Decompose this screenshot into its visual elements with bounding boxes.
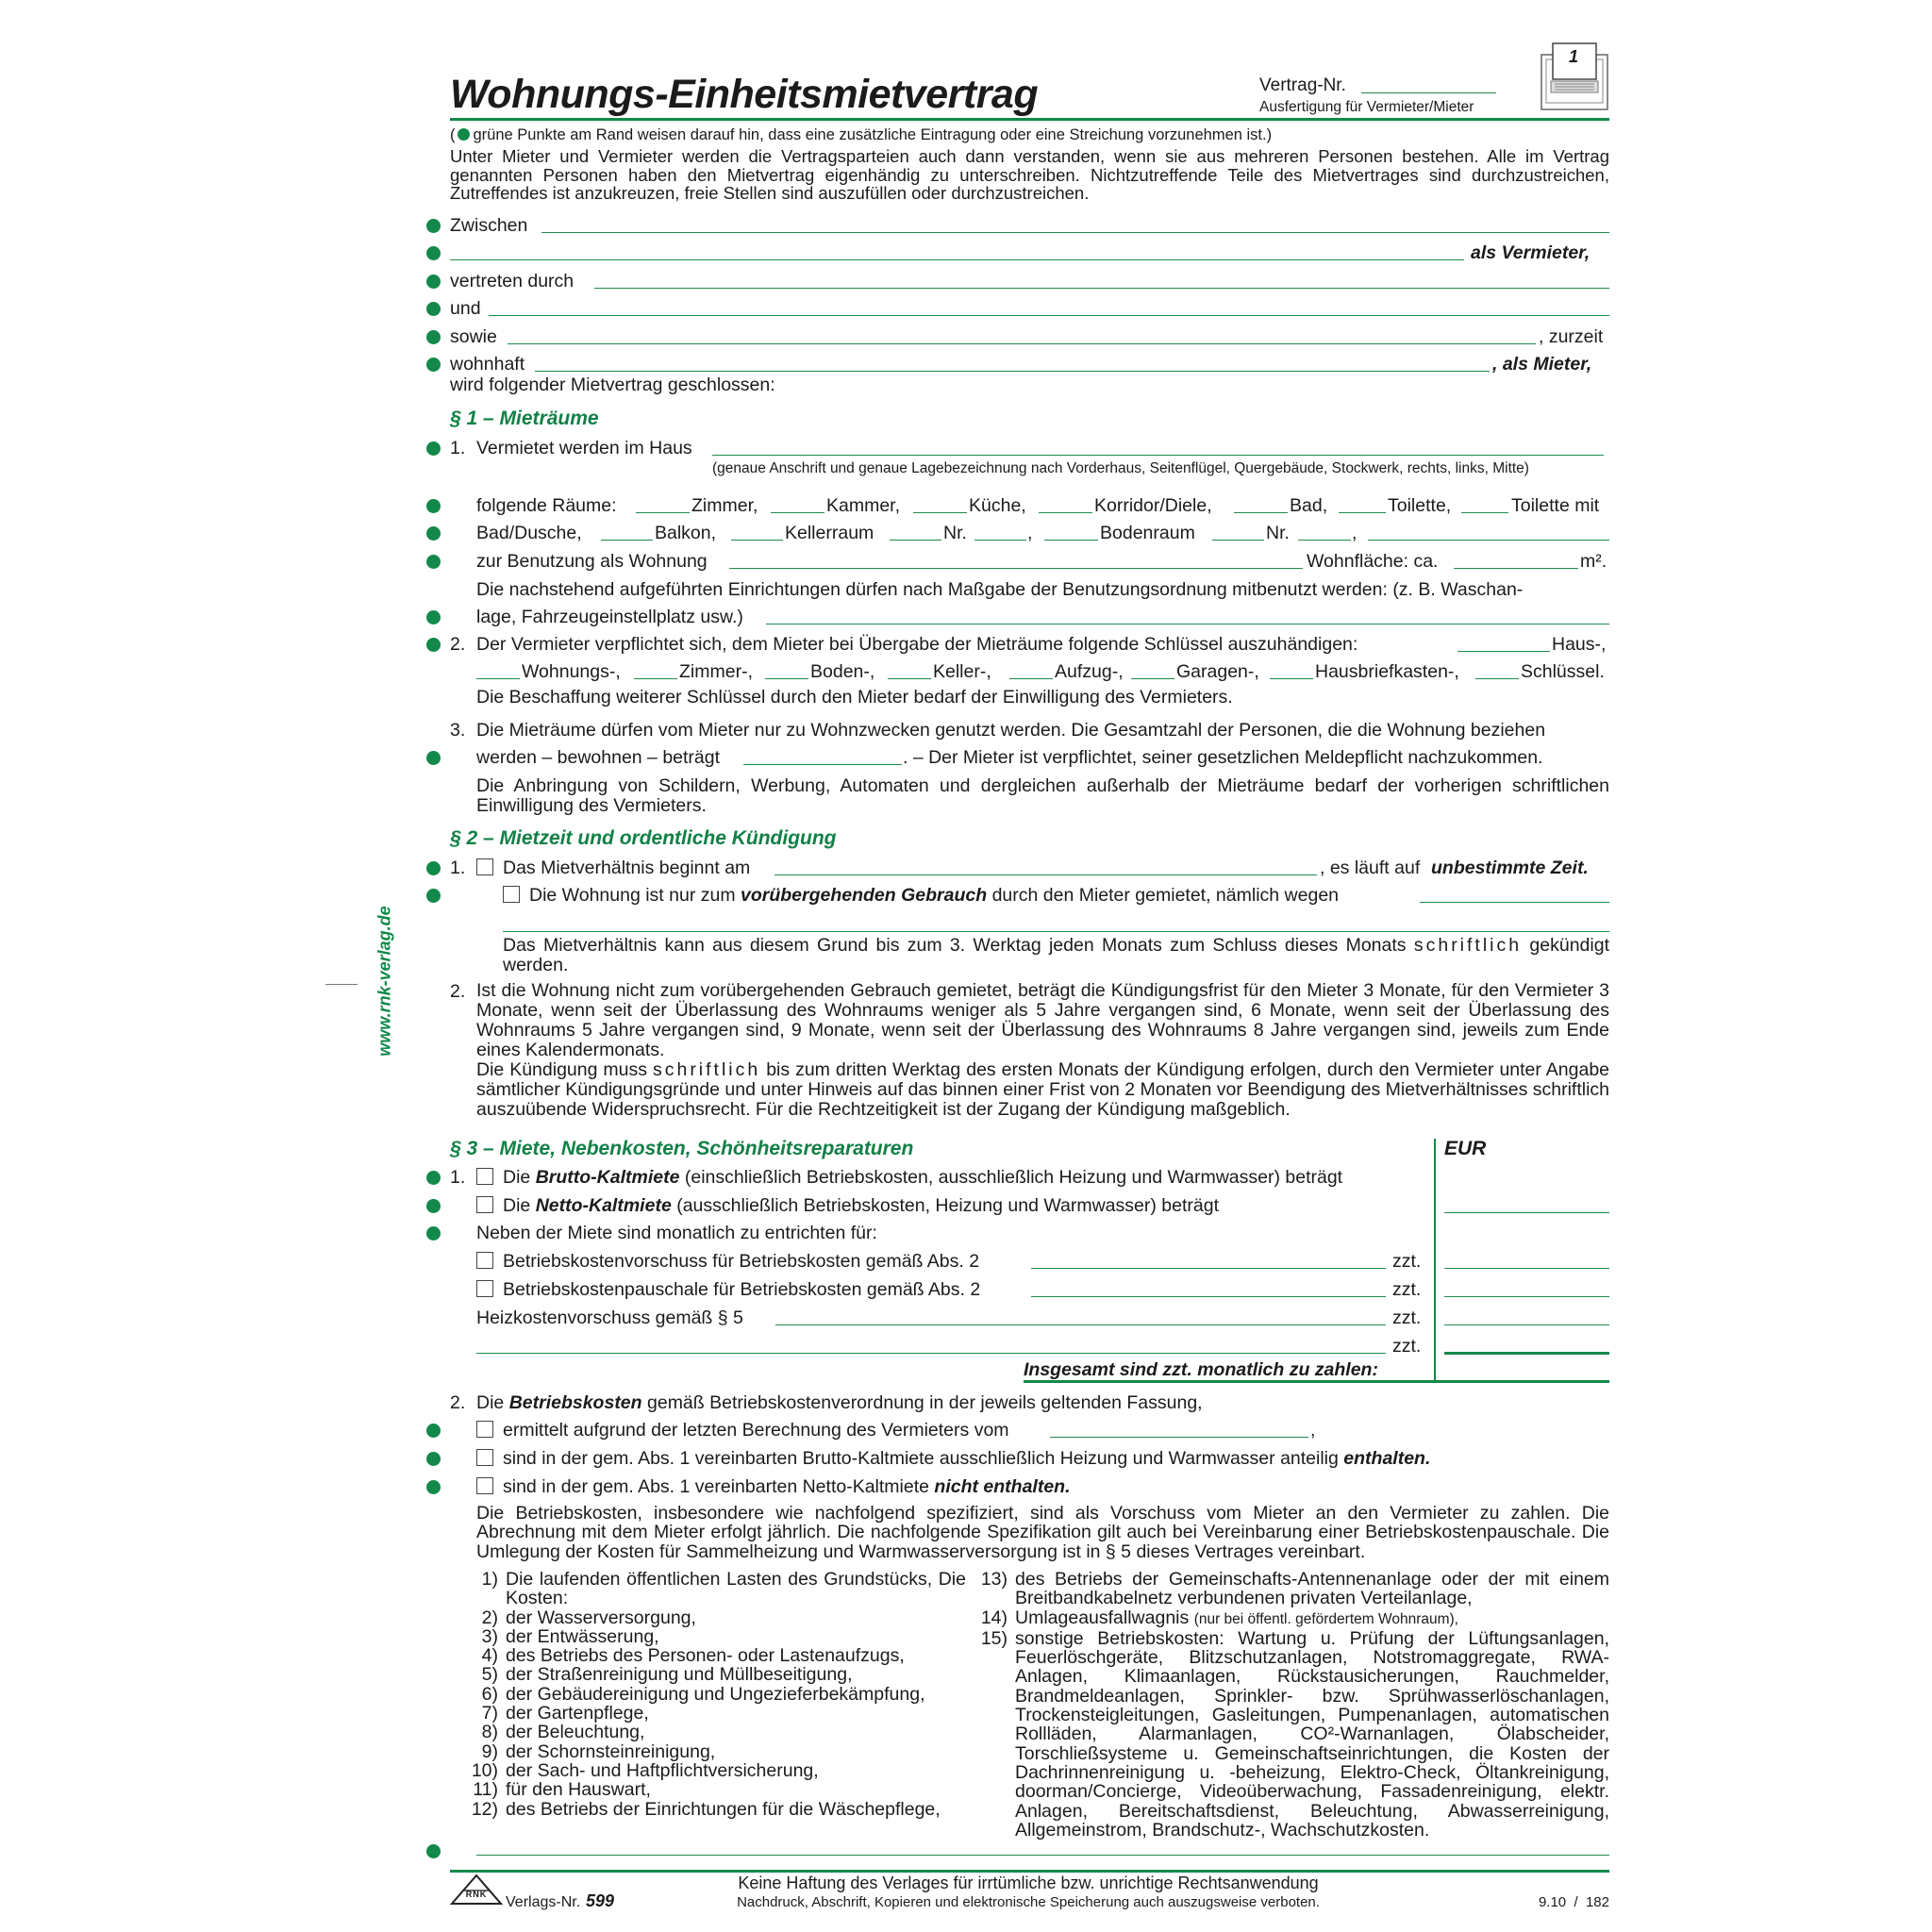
green-dot-marker — [426, 1226, 441, 1241]
meldepflicht-text: . – Der Mieter ist verpflichtet, seiner gesetzlichen Meldepflicht nachzukommen. — [903, 747, 1543, 768]
zzt-label: zzt. — [1392, 1307, 1422, 1328]
section-1-title: § 1 – Mieträume — [450, 408, 599, 429]
kellerraum-nr-label: Nr. — [943, 523, 967, 543]
heizkosten-amount-field[interactable] — [1444, 1324, 1609, 1325]
netto-label: Netto-Kaltmiete — [535, 1195, 672, 1216]
grund-field[interactable] — [1420, 902, 1609, 903]
ermittelt-label: ermittelt aufgrund der letzten Berechnung des Vermieters vom — [503, 1420, 1009, 1441]
spezifikation-text: Die Betriebskosten, insbesondere wie nachfolgend spezifiziert, sind als Vorschuss vom Mieter an den Vermieter zu zahlen. Die Abrechnung mit dem Mieter erfolgt jährlich. Die nachfolgende Spezifikation gilt auch bei Vereinbarung einer Betriebskostenpauschale. Die Umlegung der Kosten für Sammelheizung und Warmwasserversorgung ist in § 5 dieses Vertrages vereinbart. — [476, 1503, 1609, 1562]
green-dot-marker — [426, 1424, 441, 1438]
boden-key-field[interactable] — [765, 678, 808, 679]
vorschuss-amount-field[interactable] — [1444, 1268, 1609, 1269]
zimmer-label: Zimmer, — [691, 495, 758, 516]
nicht-enthalten-checkbox[interactable] — [476, 1477, 493, 1494]
sowie-field[interactable] — [508, 343, 1536, 344]
page-badge: 1 — [1568, 47, 1578, 66]
green-dot-marker — [426, 889, 441, 903]
waschanlage-label: lage, Fahrzeugeinstellplatz usw.) — [476, 607, 743, 627]
intro-hint: ( grüne Punkte am Rand weisen darauf hin, dass eine zusätzliche Eintragung oder eine Streichung vorzunehmen ist.) — [450, 126, 1273, 143]
bodenraum-nr-label: Nr. — [1266, 523, 1290, 543]
sowie-label: sowie — [450, 326, 497, 347]
balkon-label: Balkon, — [655, 523, 717, 543]
schriftlich-label: schriftlich — [652, 1059, 761, 1080]
garagen-key-label: Garagen-, — [1176, 661, 1259, 682]
haus-field[interactable] — [712, 455, 1604, 456]
vermieter-field[interactable] — [450, 259, 1464, 260]
comma-label: , — [1310, 1420, 1316, 1441]
heizkosten-label: Heizkostenvorschuss gemäß § 5 — [476, 1307, 743, 1328]
ermittelt-checkbox[interactable] — [476, 1421, 493, 1438]
kueche-label: Küche, — [969, 495, 1026, 516]
green-dot-marker — [426, 330, 441, 344]
wohnhaft-field[interactable] — [535, 371, 1490, 372]
intro-hint-text: grüne Punkte am Rand weisen darauf hin, dass eine zusätzliche Eintragung oder eine Streichung vorzunehmen ist.) — [473, 126, 1273, 143]
bad-dusche-label: Bad/Dusche, — [476, 523, 582, 543]
enthalten-text-a: sind in der gem. Abs. 1 vereinbarten Brutto-Kaltmiete ausschließlich Heizung und Warmwasser anteilig — [503, 1448, 1339, 1469]
item-number: 2. — [450, 1392, 466, 1413]
und-field[interactable] — [489, 315, 1609, 316]
intro-text: Unter Mieter und Vermieter werden die Vertragsparteien auch dann verstanden, wenn sie aus mehreren Personen bestehen. Alle im Vertrag genannten Personen haben den Mietvertrag eigenhändig zu unterschreiben. Nichtzutreffende Teile des Mietvertrages sind durchzustreichen, Zutreffendes ist anzukreuzen, freie Stellen sind auszufüllen oder durchzustreichen. — [450, 146, 1609, 203]
bodenraum-count-field[interactable] — [1212, 540, 1264, 541]
enthalten-label: enthalten. — [1343, 1448, 1431, 1469]
betriebskosten-text — [476, 1392, 1203, 1413]
schluessel-end-label: Schlüssel. — [1521, 661, 1605, 682]
list-item: 3) der Entwässerung, — [481, 1625, 659, 1647]
item-number: 2. — [450, 981, 466, 1002]
bodenraum-field[interactable] — [1044, 540, 1098, 541]
list-item: 7) der Gartenpflege, — [481, 1703, 649, 1724]
benutzung-field[interactable] — [729, 568, 1303, 569]
als-vermieter-label: als Vermieter, — [1471, 242, 1591, 263]
schluessel-text: Der Vermieter verpflichtet sich, dem Mieter bei Übergabe der Mieträume folgende Schlüssel auszuhändigen: — [476, 634, 1358, 655]
comma-label: , — [1352, 523, 1357, 543]
haftung-text: Keine Haftung des Verlages für irrtümliche bzw. unrichtige Rechtsanwendung — [738, 1874, 1319, 1892]
voruebergehend-text — [529, 885, 1339, 906]
pauschale-field[interactable] — [1031, 1296, 1386, 1297]
green-dot-marker — [426, 1480, 441, 1494]
kellerraum-field[interactable] — [731, 540, 783, 541]
haus-label: Vermietet werden im Haus — [476, 438, 692, 458]
balkon-field[interactable] — [601, 540, 653, 541]
green-dot-marker — [426, 555, 441, 569]
zzt-label: zzt. — [1392, 1251, 1422, 1272]
green-dot-marker — [426, 1452, 441, 1466]
bewohnen-label: werden – bewohnen – beträgt — [476, 747, 721, 768]
betriebskosten-label: Betriebskosten — [508, 1392, 642, 1413]
sonstige-amount-field[interactable] — [1444, 1352, 1609, 1355]
brutto-checkbox[interactable] — [476, 1168, 493, 1185]
cost-list-right — [966, 1570, 1609, 1840]
list-item: 12) des Betriebs der Einrichtungen für die Wäschepflege, — [471, 1798, 941, 1820]
vorschuss-label: Betriebskostenvorschuss für Betriebskosten gemäß Abs. 2 — [503, 1251, 980, 1272]
kellerraum-count-field[interactable] — [890, 540, 941, 541]
green-dot-marker — [426, 219, 441, 233]
keller-key-field[interactable] — [888, 678, 931, 679]
kammer-label: Kammer, — [826, 495, 901, 516]
header-rule — [450, 118, 1609, 121]
list-item: 14) Umlageausfallwagnis (nur bei öffentl. gefördertem Wohnraum), — [980, 1607, 1458, 1628]
beschaffung-text: Die Beschaffung weiterer Schlüssel durch den Mieter bedarf der Einwilligung des Vermieters. — [476, 687, 1233, 708]
extra-room-field[interactable] — [1368, 540, 1609, 541]
green-dot-marker — [426, 499, 441, 513]
garagen-key-field[interactable] — [1131, 678, 1174, 679]
wohnflaeche-field[interactable] — [1454, 568, 1578, 569]
kueche-field[interactable] — [913, 512, 967, 513]
toilette-mit-label: Toilette mit — [1511, 495, 1600, 516]
enthalten-checkbox[interactable] — [476, 1449, 493, 1466]
zusatz-field[interactable] — [476, 1855, 1609, 1856]
die-label: Die — [503, 1195, 531, 1216]
bodenraum-nr-field[interactable] — [1298, 540, 1351, 541]
die-label: Die — [503, 1167, 531, 1188]
list-item: 10) der Sach- und Haftpflichtversicherung, — [471, 1759, 819, 1781]
green-dot-marker — [426, 358, 441, 372]
sonstige-field[interactable] — [476, 1353, 1386, 1354]
list-item: 5) der Straßenreinigung und Müllbeseitigung, — [481, 1664, 853, 1686]
ermittelt-date-field[interactable] — [1050, 1437, 1308, 1438]
toilette-field[interactable] — [1339, 512, 1386, 513]
hausbrief-key-label: Hausbriefkasten-, — [1315, 661, 1459, 682]
schluessel-total-field[interactable] — [1475, 678, 1519, 679]
contract-no-field[interactable] — [1361, 92, 1496, 93]
green-dot-marker — [426, 861, 441, 875]
vertreten-field[interactable] — [594, 288, 1609, 289]
wohnung-nur-label: Die Wohnung ist nur zum — [529, 885, 736, 906]
beginn-date-field[interactable] — [774, 874, 1317, 875]
contract-no-label: Vertrag-Nr. — [1259, 75, 1346, 95]
laeuft-label: , es läuft auf — [1320, 858, 1421, 878]
kammer-field[interactable] — [771, 512, 824, 513]
heizkosten-field[interactable] — [775, 1324, 1386, 1325]
green-dot-marker — [426, 610, 441, 625]
section-2-title: § 2 – Mietzeit und ordentliche Kündigung — [450, 827, 837, 849]
nicht-enthalten-text — [503, 1476, 1071, 1497]
einrichtungen-text: Die nachstehend aufgeführten Einrichtungen dürfen nach Maßgabe der Benutzungsordnung mitbenutzt werden: (z. B. Waschan- — [476, 579, 1524, 600]
bad-label: Bad, — [1290, 495, 1328, 516]
bodenraum-label: Bodenraum — [1100, 523, 1195, 543]
aufzug-key-label: Aufzug-, — [1055, 661, 1124, 682]
als-mieter-label: , als Mieter, — [1492, 354, 1592, 375]
zwischen-field[interactable] — [541, 232, 1609, 233]
wohnzweck-text: Die Mieträume dürfen vom Mieter nur zu Wohnzwecken genutzt werden. Die Gesamtzahl der Personen, die die Wohnung beziehen — [476, 720, 1546, 741]
haus-key-field[interactable] — [1457, 651, 1550, 652]
beginnt-label: Das Mietverhältnis beginnt am — [503, 858, 751, 878]
brutto-label: Brutto-Kaltmiete — [535, 1167, 680, 1188]
vorschuss-field[interactable] — [1031, 1268, 1386, 1269]
green-dot-marker — [426, 1171, 441, 1185]
list-item: 15) sonstige Betriebskosten: Wartung u. Prüfung der Lüftungsanlagen, Feuerlöschgeräte, Blitzschutzanlagen, Notstromaggregate, RWA-Anlagen, Klimaanlagen, Rückstausicherungen, Rauchmelder, Brandmeldeanlagen, Sprinkler- bzw. Sprühwasserlöschanlagen, Trockensteigleitungen, Gasleitungen, Pumpenanlagen, automatischen Rollläden, Alarmanlagen, CO²-Warnanlagen, Ölabscheider, Torschließsysteme u. Gemeinschaftseinrichtungen, die Kosten der Dachrinnenreinigung u. -beheizung, Elektro-Check, Öltankreinigung, doorman/Concierge, Videoüberwachung, Fassadenreinigung, elektr. Anlagen, Bereitschaftsdienst, Beleuchtung, Abwasserreinigung, Allgemeinstrom, Brandschutz-, Wachschutzkosten. — [980, 1627, 1609, 1840]
kuendigung-form-text — [476, 1060, 1609, 1120]
toilette-label: Toilette, — [1388, 495, 1452, 516]
voruebergehend-label: vorübergehenden Gebrauch — [741, 885, 988, 906]
wohnflaeche-label: Wohnfläche: ca. — [1307, 551, 1439, 572]
zurzeit-label: , zurzeit — [1539, 326, 1604, 347]
rnk-logo-text: RNK — [465, 1890, 488, 1899]
list-item: 8) der Beleuchtung, — [481, 1722, 645, 1743]
zzt-label: zzt. — [1392, 1336, 1422, 1357]
pauschale-label: Betriebskostenpauschale für Betriebskosten gemäß Abs. 2 — [503, 1279, 981, 1300]
item-number: 1. — [450, 1167, 466, 1188]
section-3-title: § 3 – Miete, Nebenkosten, Schönheitsreparaturen — [450, 1138, 914, 1159]
green-dot-marker — [426, 1844, 441, 1858]
kuendigungsfrist-text: Ist die Wohnung nicht zum vorübergehenden Gebrauch gemietet, beträgt die Kündigungsfrist für den Mieter 3 Monate, für den Vermieter 3 Monate, wenn seit der Überlassung des Wohnraums weniger als 5 Jahre vergangen sind, 6 Monate, wenn seit der Überlassung des Wohnraums 5 Jahre vergangen sind, 9 Monate, wenn seit der Überlassung des Wohnraums 8 Jahre vergangen sind, jeweils zum Ende eines Kalendermonats. — [476, 980, 1609, 1060]
einrichtungen-field[interactable] — [766, 624, 1609, 625]
gemietet-label: durch den Mieter gemietet, nämlich wegen — [991, 885, 1340, 906]
zimmer-key-label: Zimmer-, — [679, 661, 753, 682]
korridor-field[interactable] — [1039, 512, 1092, 513]
brutto-amount-field[interactable] — [1444, 1212, 1609, 1213]
kuendbar-text-b: gekündigt werden. — [503, 935, 1609, 975]
wohnungs-key-label: Wohnungs-, — [522, 661, 621, 682]
zwischen-label: Zwischen — [450, 215, 528, 236]
list-item: 6) der Gebäudereinigung und Ungezieferbekämpfung, — [481, 1683, 925, 1705]
green-dot-marker — [426, 1199, 441, 1213]
list-item: 2) der Wasserversorgung, — [481, 1607, 696, 1628]
nachdruck-text: Nachdruck, Abschrift, Kopieren und elektronische Speicherung auch auszugsweise verboten. — [737, 1894, 1320, 1910]
pauschale-amount-field[interactable] — [1444, 1296, 1609, 1297]
zimmer-key-field[interactable] — [634, 678, 677, 679]
side-url: www.rnk-verlag.de — [375, 906, 394, 1057]
netto-checkbox[interactable] — [476, 1196, 493, 1213]
haus-hint: (genaue Anschrift und genaue Lagebezeichnung nach Vorderhaus, Seitenflügel, Quergebäude, Stockwerk, rechts, links, Mitte) — [712, 460, 1529, 476]
fold-mark — [325, 984, 358, 985]
list-item: 13) des Betriebs der Gemeinschafts-Antennenanlage oder der mit einem Breitbandkabelnetz verbundenen privaten Verteilanlage, — [980, 1569, 1609, 1609]
green-dot-marker — [426, 638, 441, 652]
kuendbar-text-a: Das Mietverhältnis kann aus diesem Grund bis zum 3. Werktag jeden Monats zum Schluss dieses Monats — [503, 935, 1407, 956]
und-label: und — [450, 298, 481, 319]
wohnungs-key-field[interactable] — [476, 678, 520, 679]
vorschuss-checkbox[interactable] — [476, 1252, 493, 1269]
item-number: 2. — [450, 634, 466, 655]
version-text: 9.10 / 182 — [1538, 1894, 1609, 1910]
pauschale-checkbox[interactable] — [476, 1280, 493, 1297]
neben-text: Neben der Miete sind monatlich zu entrichten für: — [476, 1223, 877, 1243]
beginnt-checkbox[interactable] — [476, 858, 493, 875]
insgesamt-label: Insgesamt sind zzt. monatlich zu zahlen: — [1024, 1359, 1378, 1380]
hausbrief-key-field[interactable] — [1270, 678, 1313, 679]
rnk-logo — [450, 1874, 503, 1906]
toilette-mit-field[interactable] — [1461, 512, 1508, 513]
kellerraum-nr-field[interactable] — [974, 540, 1026, 541]
green-dot-marker — [426, 246, 441, 260]
green-dot-marker — [426, 751, 441, 765]
brutto-text — [503, 1167, 1342, 1188]
green-dot-marker — [426, 302, 441, 316]
item-number: 3. — [450, 720, 466, 741]
keller-key-label: Keller-, — [933, 661, 991, 682]
copy-label: Ausfertigung für Vermieter/Mieter — [1259, 99, 1474, 115]
zzt-label: zzt. — [1392, 1279, 1422, 1300]
gemaess-label: gemäß Betriebskostenverordnung in der jeweils geltenden Fassung, — [647, 1392, 1203, 1413]
benutzung-label: zur Benutzung als Wohnung — [476, 551, 708, 572]
wohnhaft-label: wohnhaft — [450, 354, 525, 375]
green-dot-marker — [426, 441, 441, 456]
list-item: 11) für den Hauswart, — [473, 1779, 651, 1801]
voruebergehend-checkbox[interactable] — [503, 886, 520, 903]
eur-column-divider — [1434, 1139, 1436, 1380]
aufzug-key-field[interactable] — [1009, 678, 1053, 679]
m2-label: m². — [1580, 551, 1607, 572]
kuendbar-text — [503, 936, 1609, 975]
enthalten-text — [503, 1448, 1430, 1469]
green-dot-marker — [426, 526, 441, 541]
verlag-label: Verlags-Nr. — [506, 1894, 581, 1910]
footer-rule — [450, 1870, 1609, 1873]
raeume-label: folgende Räume: — [476, 495, 617, 516]
geschlossen-text: wird folgender Mietvertrag geschlossen: — [450, 375, 775, 395]
list-item: 1) Die laufenden öffentlichen Lasten des Grundstücks, Die Kosten: — [481, 1569, 966, 1609]
haus-key-label: Haus-, — [1552, 634, 1607, 655]
item-number: 1. — [450, 438, 466, 458]
grund-field-2[interactable] — [503, 931, 1609, 932]
green-dot-marker — [426, 275, 441, 289]
list-item: 4) des Betriebs des Personen- oder Lastenaufzugs, — [481, 1645, 905, 1667]
verlag-number: 599 — [586, 1891, 615, 1910]
eur-column-header: EUR — [1444, 1138, 1487, 1159]
zimmer-field[interactable] — [636, 512, 690, 513]
personen-field[interactable] — [743, 764, 902, 765]
nicht-enthalten-text-a: sind in der gem. Abs. 1 vereinbarten Netto-Kaltmiete — [503, 1476, 929, 1497]
copy-stack-icon — [1540, 42, 1609, 111]
list-item: 9) der Schornsteinreinigung, — [481, 1740, 716, 1762]
vertreten-label: vertreten durch — [450, 271, 575, 291]
kuendigung-text-a: Die Kündigung muss — [476, 1059, 648, 1080]
bad-field[interactable] — [1234, 512, 1288, 513]
insgesamt-underline — [1024, 1380, 1609, 1383]
page-title: Wohnungs-Einheitsmietvertrag — [450, 72, 1039, 117]
korridor-label: Korridor/Diele, — [1094, 495, 1212, 516]
unbestimmte-label: unbestimmte Zeit. — [1431, 858, 1589, 878]
netto-rest-label: (ausschließlich Betriebskosten, Heizung und Warmwasser) beträgt — [676, 1195, 1219, 1216]
kuendigung-text-b: bis zum dritten Werktag des ersten Monats der Kündigung erfolgen, durch den Vermieter unter Angabe sämtlicher Kündigungsgründe und unter Hinweis auf das binnen einer Frist von 2 Monaten vor Beendigung des Mietverhältnisses schriftlich auszuübende Widerspruchsrecht. Für die Rechtzeitigkeit ist der Zugang der Kündigung maßgeblich. — [476, 1059, 1610, 1120]
die-label: Die — [476, 1392, 505, 1413]
schriftlich-label: schriftlich — [1413, 935, 1523, 956]
boden-key-label: Boden-, — [810, 661, 875, 682]
cost-list-left — [457, 1570, 966, 1819]
comma-label: , — [1027, 523, 1033, 543]
netto-text — [503, 1195, 1219, 1216]
brutto-rest-label: (einschließlich Betriebskosten, ausschließlich Heizung und Warmwasser) beträgt — [684, 1167, 1343, 1188]
kellerraum-label: Kellerraum — [785, 523, 874, 543]
schilder-text: Die Anbringung von Schildern, Werbung, Automaten und dergleichen außerhalb der Mieträume bedarf der vorherigen schriftlichen Einwilligung des Vermieters. — [476, 775, 1609, 816]
item-number: 1. — [450, 858, 466, 878]
green-dot-icon — [458, 128, 470, 141]
nicht-enthalten-label: nicht enthalten. — [934, 1476, 1071, 1497]
